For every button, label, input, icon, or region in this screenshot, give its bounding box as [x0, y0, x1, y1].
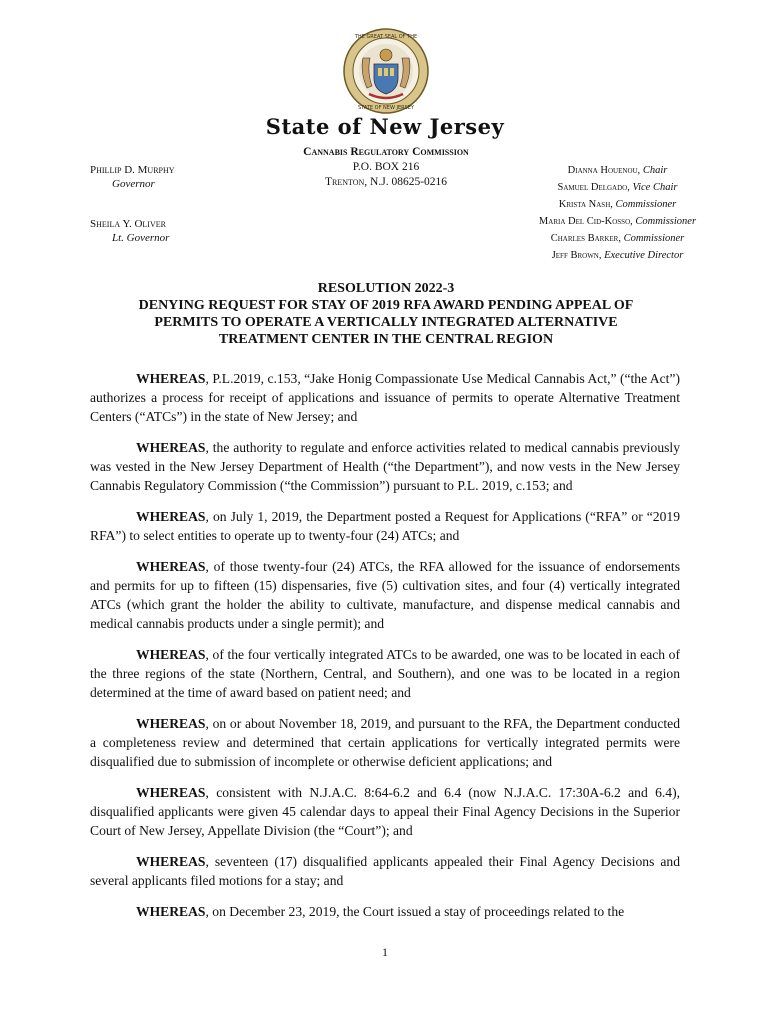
governor-block	[90, 163, 240, 245]
resolution-title	[80, 280, 692, 348]
resolution-title-line: PERMITS TO OPERATE A VERTICALLY INTEGRATED ALTERNATIVE	[154, 315, 618, 330]
resolution-title-line: TREATMENT CENTER IN THE CENTRAL REGION	[218, 332, 554, 347]
agency-address-block	[255, 145, 517, 190]
commissioner-entry: Samuel Delgado, Vice Chair	[557, 182, 678, 193]
whereas-paragraph: WHEREAS, of those twenty-four (24) ATCs, the RFA allowed for the issuance of endorsements and permits for up to fifteen (15) dispensaries, five (5) cultivation sites, and four (4) vertically integrated ATCs (which grant the holder the ability to cultivate, manufacture, and dispense medical cannabis and medical cannabis products under a single permit); and	[90, 559, 680, 631]
whereas-paragraph: WHEREAS, consistent with N.J.A.C. 8:64-6.2 and 6.4 (now N.J.A.C. 17:30A-6.2 and 6.4), disqualified applicants were given 45 calendar days to appeal their Final Agency Decisions in the Superior Court of New Jersey, Appellate Division (the “Court”); and	[90, 785, 680, 838]
commissioners-block	[505, 162, 730, 264]
whereas-paragraph: WHEREAS, the authority to regulate and enforce activities related to medical cannabis previously was vested in the New Jersey Department of Health (“the Department”), and now vests in the New Jersey Cannabis Regulatory Commission (“the Commission”) pursuant to P.L. 2019, c.153; and	[90, 440, 680, 493]
svg-text:STATE OF NEW JERSEY: STATE OF NEW JERSEY	[357, 105, 415, 111]
resolution-title-line: DENYING REQUEST FOR STAY OF 2019 RFA AWARD PENDING APPEAL OF	[138, 298, 634, 313]
governor-name: Phillip D. Murphy	[90, 164, 175, 176]
po-box: P.O. BOX 216	[352, 161, 420, 173]
commissioner-entry: Charles Barker, Commissioner	[550, 233, 685, 244]
state-name-heading: State of New Jersey	[265, 114, 505, 139]
commissioner-entry: Jeff Brown, Executive Director	[551, 250, 684, 261]
state-seal-icon	[343, 28, 429, 114]
whereas-paragraph: WHEREAS, P.L.2019, c.153, “Jake Honig Compassionate Use Medical Cannabis Act,” (“the Act”) authorizes a process for receipt of applications and issuance of permits to operate Alternative Treatment Centers (“ATCs”) in the state of New Jersey; and	[90, 371, 680, 424]
resolution-body	[90, 369, 680, 933]
whereas-paragraph: WHEREAS, seventeen (17) disqualified applicants appealed their Final Agency Decisions and several applicants filed motions for a stay; and	[90, 854, 680, 888]
page-number: 1	[382, 945, 388, 959]
whereas-paragraph: WHEREAS, on July 1, 2019, the Department posted a Request for Applications (“RFA” or “2019 RFA”) to select entities to operate up to twenty-four (24) ATCs; and	[90, 509, 680, 543]
city-zip: Trenton, N.J. 08625-0216	[324, 176, 448, 188]
commissioner-entry: Dianna Houenou, Chair	[567, 165, 668, 176]
governor-title: Governor	[112, 178, 155, 190]
svg-text:THE GREAT SEAL OF THE: THE GREAT SEAL OF THE	[354, 34, 418, 40]
commissioner-entry: Maria Del Cid-Kosso, Commissioner	[538, 216, 697, 227]
commissioner-entry: Krista Nash, Commissioner	[558, 199, 677, 210]
resolution-number: RESOLUTION 2022-3	[317, 281, 455, 296]
lt-governor-name: Sheila Y. Oliver	[90, 218, 166, 230]
whereas-paragraph: WHEREAS, of the four vertically integrated ATCs to be awarded, one was to be located in each of the three regions of the state (Northern, Central, and Southern), and one was to be located in a region determined at the time of award based on patient need; and	[90, 647, 680, 700]
agency-name: Cannabis Regulatory Commission	[303, 146, 469, 158]
lt-governor-title: Lt. Governor	[112, 232, 170, 244]
whereas-paragraph: WHEREAS, on December 23, 2019, the Court issued a stay of proceedings related to the	[136, 904, 625, 919]
whereas-paragraph: WHEREAS, on or about November 18, 2019, and pursuant to the RFA, the Department conducted a completeness review and determined that certain applications for vertically integrated permits were disqualified due to submission of incomplete or otherwise deficient applications; and	[90, 716, 680, 769]
